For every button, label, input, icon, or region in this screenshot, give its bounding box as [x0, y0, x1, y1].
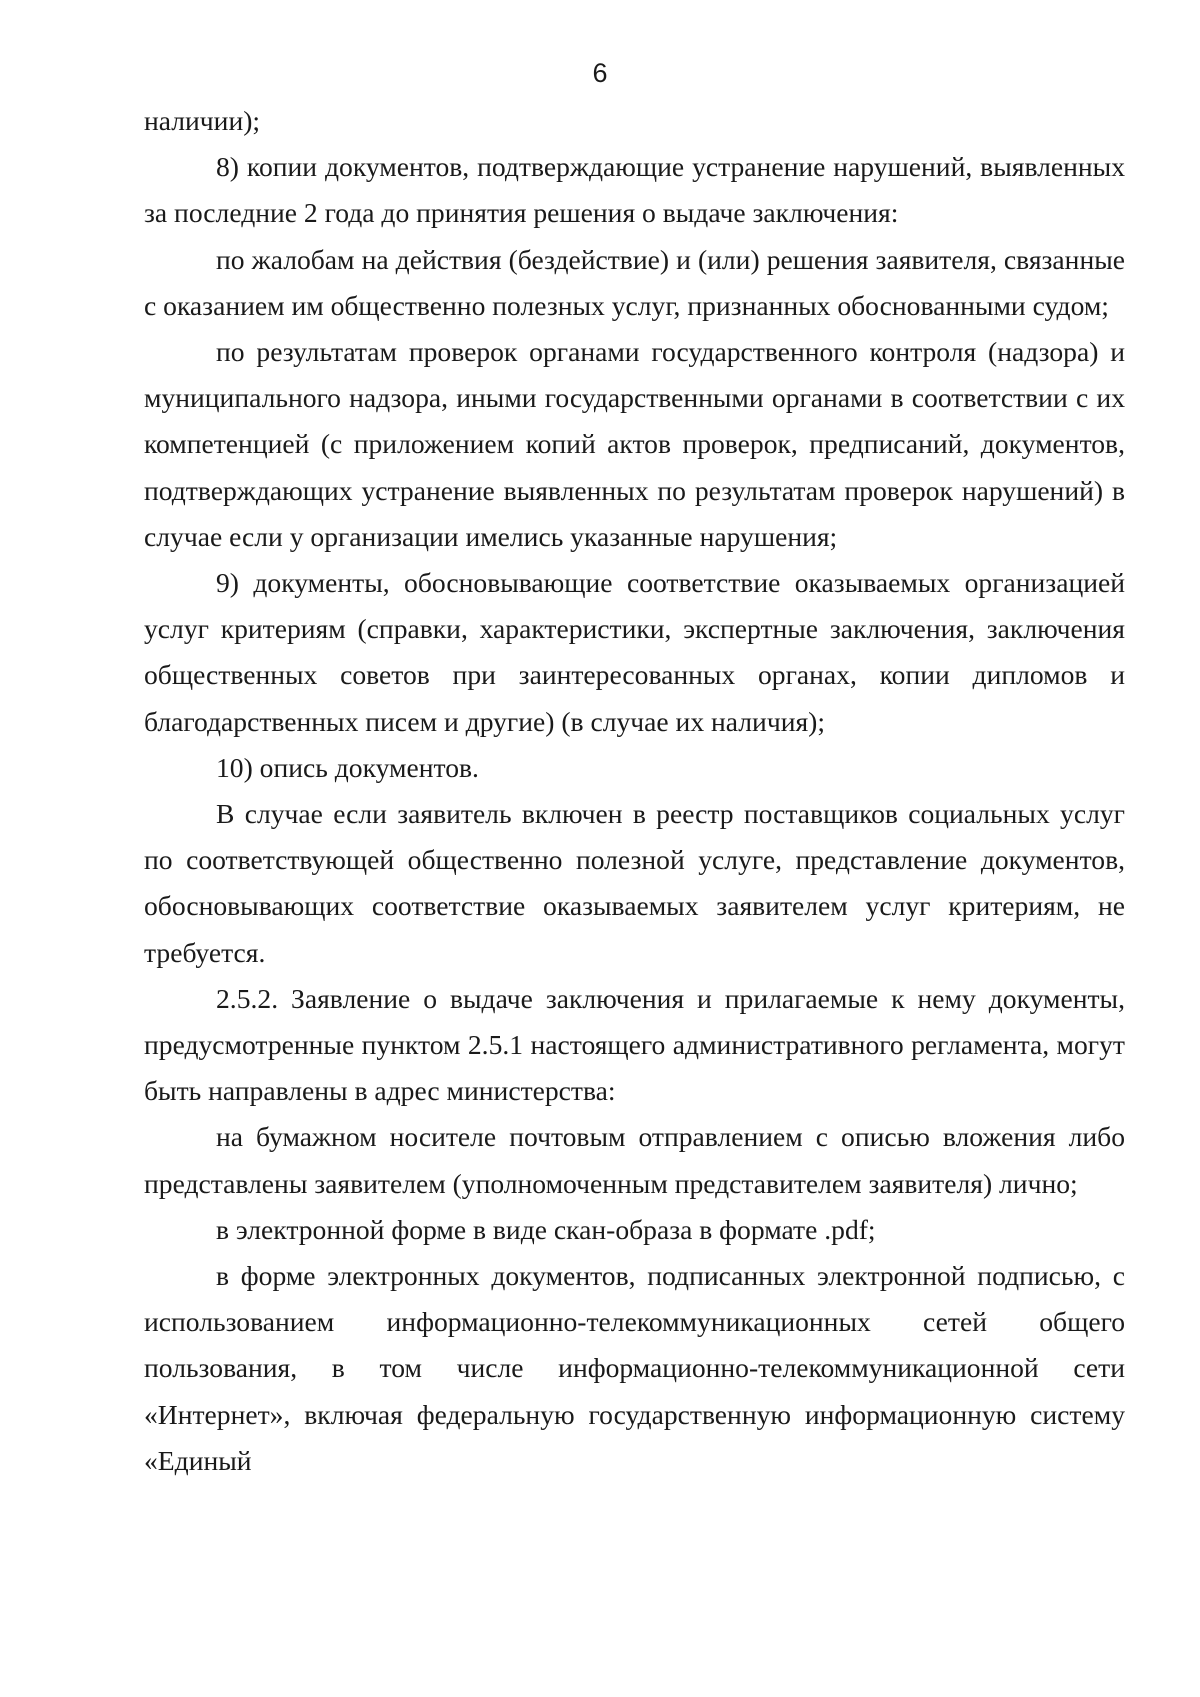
paragraph-item-8: 8) копии документов, подтверждающие устранение нарушений, выявленных за последние 2 года до принятия решения о выдаче заключения: — [144, 151, 1125, 229]
paragraph-inspections: по результатам проверок органами государственного контроля (надзора) и муниципального надзора, иными государственными органами в соответствии с их компетенцией (с приложением копий актов проверок, предписаний, документов, подтверждающих устранение выявленных по результатам проверок нарушений) в случае если у организации имелись указанные нарушения; — [144, 336, 1125, 552]
paragraph-item-9: 9) документы, обосновывающие соответствие оказываемых организацией услуг критериям (справки, характеристики, экспертные заключения, заключения общественных советов при заинтересованных органах, копии дипломов и благодарственных писем и другие) (в случае их наличия); — [144, 567, 1125, 737]
page-number: 6 — [592, 58, 608, 88]
document-body — [144, 98, 1125, 1484]
paragraph-complaints: по жалобам на действия (бездействие) и (или) решения заявителя, связанные с оказанием им общественно полезных услуг, признанных обоснованными судом; — [144, 243, 1125, 321]
paragraph-continuation: наличии); — [144, 105, 261, 136]
paragraph-paper-submission: на бумажном носителе почтовым отправлением с описью вложения либо представлены заявителем (уполномоченным представителем заявителя) лично; — [144, 1121, 1125, 1199]
paragraph-item-10: 10) опись документов. — [216, 751, 479, 783]
paragraph-electronic-submission: в форме электронных документов, подписанных электронной подписью, с использованием информационно-телекоммуникационных сетей общего пользования, в том числе информационно-телекоммуникационной сети «Интернет», включая федеральную государственную информационную систему «Единый — [144, 1260, 1125, 1476]
paragraph-registry-exemption: В случае если заявитель включен в реестр поставщиков социальных услуг по соответствующей общественно полезной услуге, представление документов, обосновывающих соответствие оказываемых заявителем услуг критериям, не требуется. — [144, 798, 1125, 968]
paragraph-scan-submission: в электронной форме в виде скан-образа в формате .pdf; — [216, 1213, 876, 1245]
paragraph-2-5-2: 2.5.2. Заявление о выдаче заключения и прилагаемые к нему документы, предусмотренные пунктом 2.5.1 настоящего административного регламента, могут быть направлены в адрес министерства: — [144, 982, 1125, 1107]
